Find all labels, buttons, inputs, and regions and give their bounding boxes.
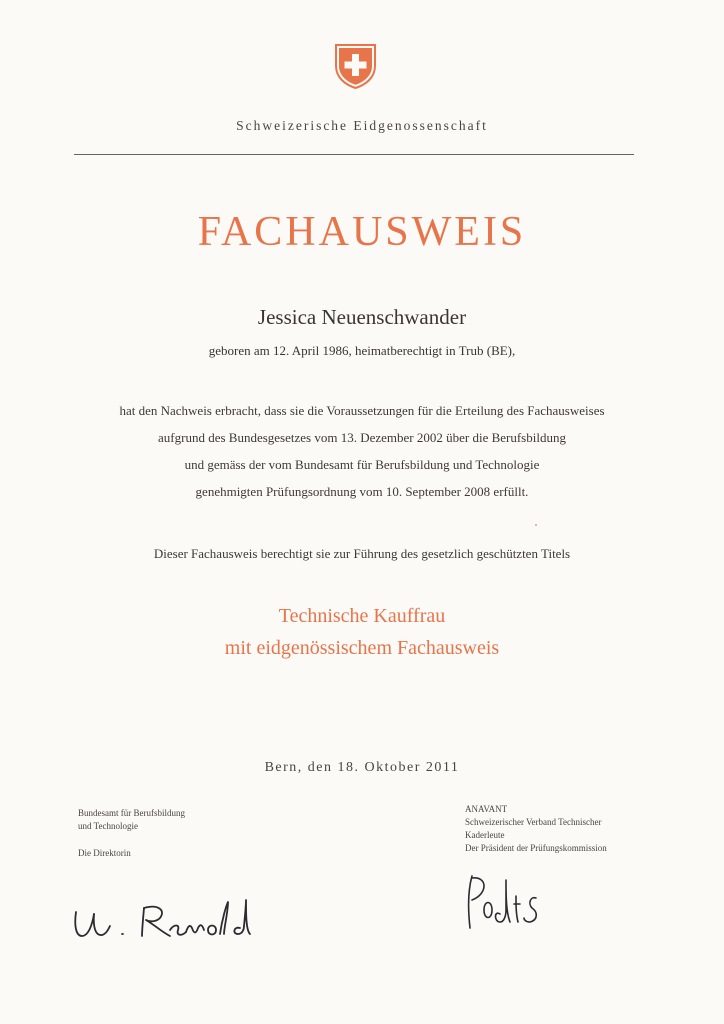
body-line: hat den Nachweis erbracht, dass sie die Voraussetzungen für die Erteilung des Fachausweises — [119, 403, 605, 418]
paper-speck — [535, 524, 537, 526]
place-date: Bern, den 18. Oktober 2011 — [264, 760, 460, 775]
qualification-line: mit eidgenössischem Fachausweis — [224, 637, 500, 659]
right-signatory-block — [465, 803, 685, 855]
body-line: aufgrund des Bundesgesetzes vom 13. Dezember 2002 über die Berufsbildung — [158, 430, 566, 445]
left-org-line: Bundesamt für Berufsbildung — [78, 808, 185, 818]
certificate-title: FACHAUSWEIS — [197, 209, 527, 255]
qualification-line: Technische Kauffrau — [278, 605, 446, 627]
qualification-title — [0, 600, 724, 664]
body-line: und gemäss der vom Bundesamt für Berufsbildung und Technologie — [184, 457, 540, 472]
header-divider — [74, 154, 634, 155]
left-signature — [70, 890, 280, 950]
holder-name: Jessica Neuenschwander — [257, 305, 467, 329]
left-signatory-block — [78, 807, 298, 860]
issuing-authority: Schweizerische Eidgenossenschaft — [236, 118, 488, 133]
right-signature — [458, 870, 548, 940]
body-line: genehmigten Prüfungsordnung vom 10. September 2008 erfüllt. — [195, 484, 529, 499]
birth-line: geboren am 12. April 1986, heimatberechtigt in Trub (BE), — [208, 343, 516, 358]
entitlement-line: Dieser Fachausweis berechtigt sie zur Führung des gesetzlich geschützten Titels — [153, 546, 571, 561]
right-role: Der Präsident der Prüfungskommission — [465, 843, 607, 853]
right-org-line: Kaderleute — [465, 830, 505, 840]
certificate-body — [0, 397, 724, 505]
left-org-line: und Technologie — [78, 821, 138, 831]
left-role: Die Direktorin — [78, 848, 131, 858]
right-org-line: Schweizerischer Verband Technischer — [465, 817, 602, 827]
swiss-coat-of-arms-icon — [333, 42, 378, 90]
right-org-line: ANAVANT — [465, 804, 508, 814]
